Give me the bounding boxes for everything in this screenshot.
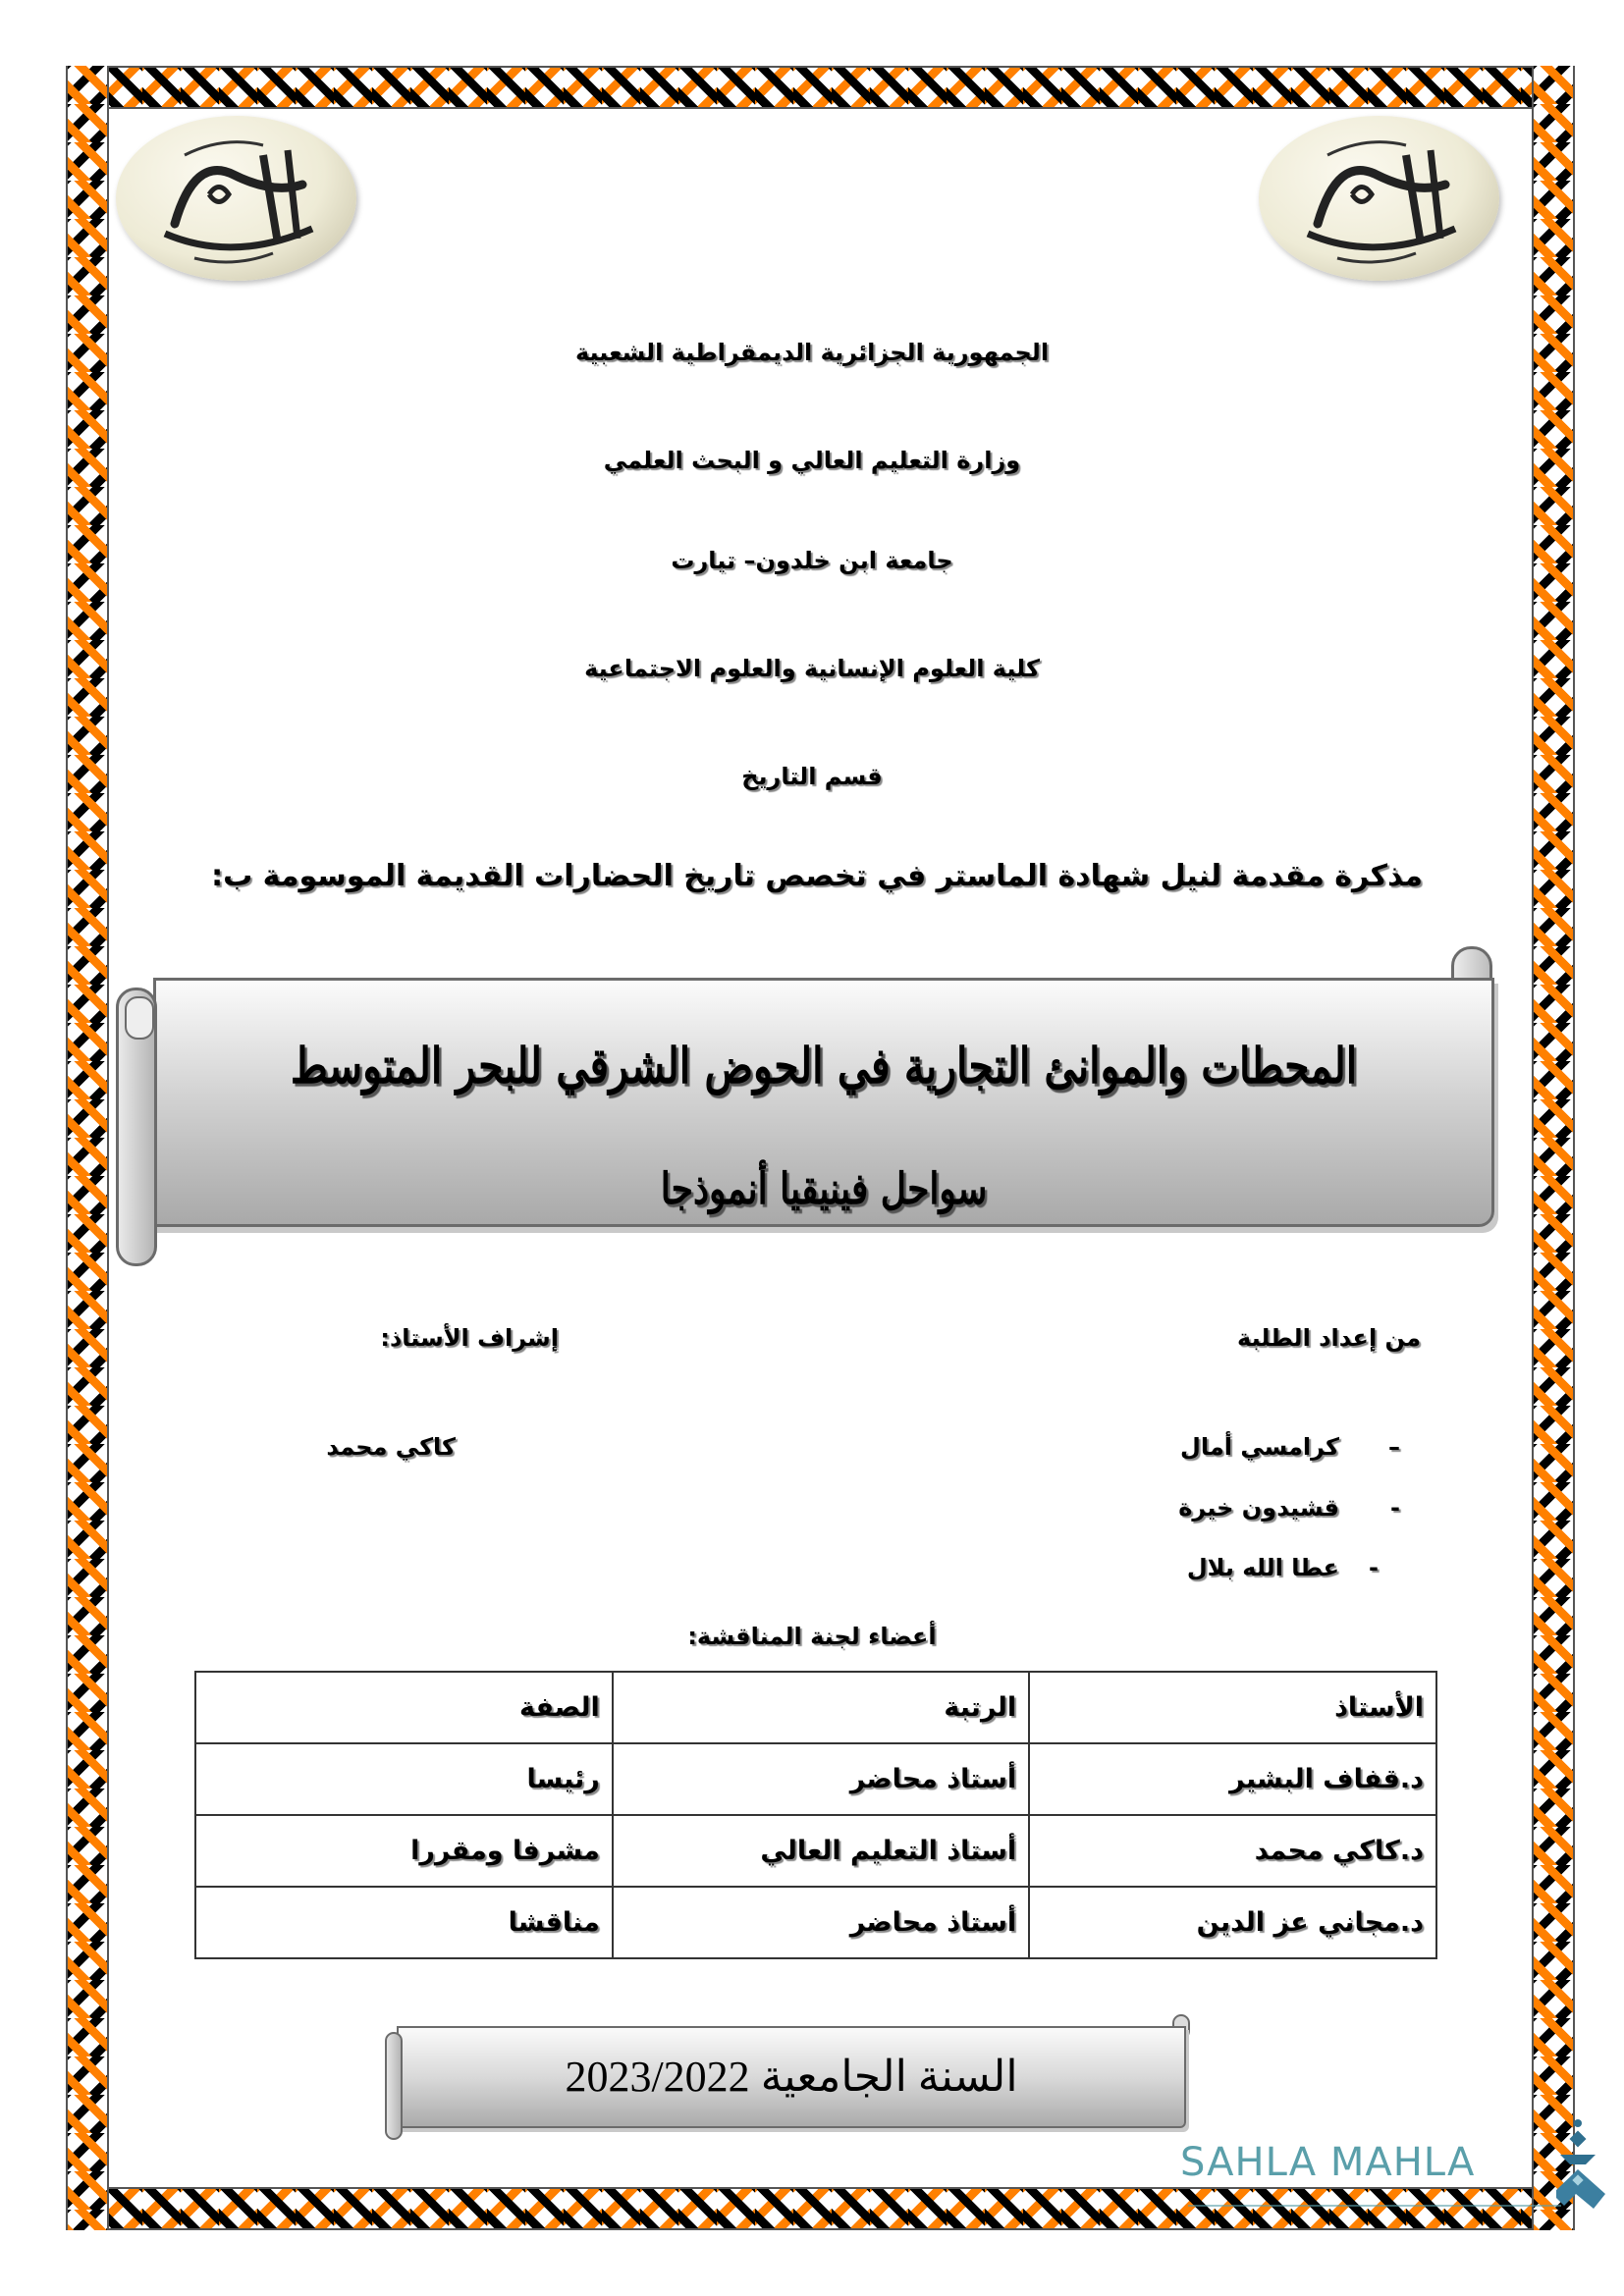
academic-year: السنة الجامعية 2023/2022 [565, 2053, 1018, 2101]
scroll-curl-icon [116, 988, 157, 1266]
header-professor: الأستاذ [1029, 1672, 1436, 1743]
title-scroll-banner [116, 952, 1492, 1237]
author-bullet: - [1390, 1494, 1400, 1522]
author-name: كرامسي أمال [1180, 1433, 1339, 1461]
table-row [195, 1887, 1436, 1958]
table-row [195, 1815, 1436, 1887]
table-header-row [195, 1672, 1436, 1743]
watermark-logo-icon [1556, 2115, 1621, 2223]
cell-professor: د.كاكي محمد [1029, 1815, 1436, 1887]
university-logo-right [1259, 116, 1499, 281]
watermark-underline [1188, 2191, 1561, 2207]
cell-rank: أستاذ محاضر [613, 1887, 1029, 1958]
thesis-subtitle: سواحل فينيقيا أنموذجا [660, 1164, 988, 1214]
decorative-border-top [66, 66, 1575, 109]
committee-title: أعضاء لجنة المناقشة: [687, 1623, 937, 1650]
cell-role: مناقشا [195, 1887, 613, 1958]
table-row [195, 1743, 1436, 1815]
thesis-title: المحطات والموانئ التجارية في الحوض الشرقي للبحر المتوسط [290, 1037, 1358, 1095]
faculty-line: كلية العلوم الإنسانية والعلوم الاجتماعية [584, 655, 1040, 682]
watermark-text: SAHLA MAHLA [1180, 2140, 1476, 2185]
supervisor-label: إشراف الأستاذ: [380, 1324, 559, 1352]
cell-professor: د.قفاف البشير [1029, 1743, 1436, 1815]
thesis-intro: مذكرة مقدمة لنيل شهادة الماستر في تخصص تاريخ الحضارات القديمة الموسومة ب: [211, 859, 1423, 893]
authors-label: من إعداد الطلبة [1237, 1324, 1421, 1352]
university-logo-left [116, 116, 356, 281]
cell-professor: د.مجاني عز الدين [1029, 1887, 1436, 1958]
cell-role: مشرفا ومقررا [195, 1815, 613, 1887]
author-bullet: – [1388, 1433, 1400, 1461]
calligraphy-logo-icon [1259, 116, 1499, 281]
academic-year-banner [385, 2014, 1190, 2140]
committee-table [194, 1671, 1437, 1959]
cell-role: رئيسا [195, 1743, 613, 1815]
department-line: قسم التاريخ [741, 763, 883, 790]
university-line: جامعة ابن خلدون– تيارت [671, 547, 953, 574]
header-rank: الرتبة [613, 1672, 1029, 1743]
cell-rank: أستاذ محاضر [613, 1743, 1029, 1815]
header-role: الصفة [195, 1672, 613, 1743]
calligraphy-logo-icon [116, 116, 356, 281]
cell-rank: أستاذ التعليم العالي [613, 1815, 1029, 1887]
republic-line: الجمهورية الجزائرية الديمقراطية الشعبية [574, 339, 1050, 366]
author-name: قشيدون خيرة [1178, 1494, 1339, 1522]
author-bullet: - [1369, 1554, 1379, 1581]
decorative-border-right [1532, 66, 1575, 2230]
supervisor-name: كاكي محمد [326, 1433, 456, 1461]
ministry-line: وزارة التعليم العالي و البحث العلمي [603, 447, 1021, 474]
decorative-border-left [66, 66, 109, 2230]
author-name: عطا الله بلال [1186, 1554, 1339, 1581]
